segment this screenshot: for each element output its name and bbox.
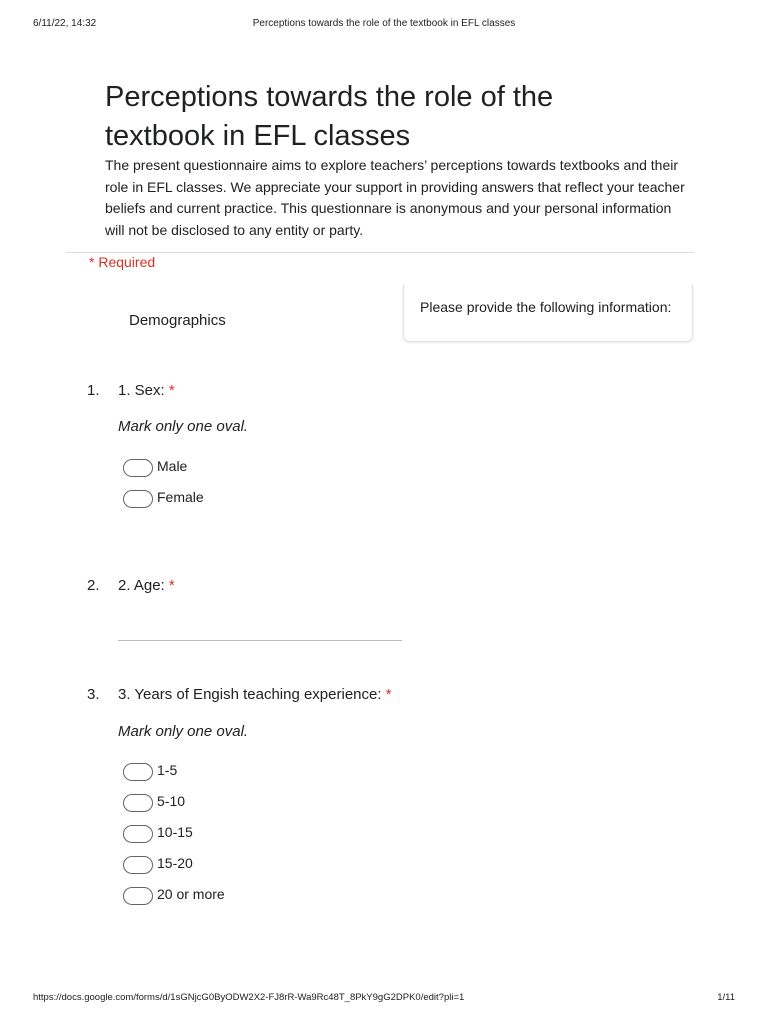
required-note: * Required [89,254,156,270]
question-1-text [118,382,175,399]
radio-oval[interactable] [123,887,153,905]
question-2-text [118,577,175,594]
question-3-label: 3. Years of Engish teaching experience: [118,686,382,703]
question-1-label: 1. Sex: [118,382,165,399]
form-title: Perceptions towards the role of the textbook in EFL classes [105,81,554,152]
form-description: The present questionnaire aims to explore teachers’ perceptions towards textbooks and their role in EFL classes. We appreciate your support in providing answers that reflect your teacher beliefs and current practice. This questionnare is anonymous and your personal information will not be disclosed to any entity or party. [105,157,685,238]
required-star: * [168,382,175,399]
radio-oval[interactable] [123,825,153,843]
section-description: Please provide the following information: [420,299,672,315]
radio-oval[interactable] [123,794,153,812]
required-star: * [385,686,392,703]
question-2-number: 2. [87,577,100,594]
option-label: 20 or more [157,886,225,902]
option-label: 15-20 [157,855,193,871]
option-label: 1-5 [157,762,178,778]
question-3-hint: Mark only one oval. [118,723,249,740]
option-label: Female [157,489,204,505]
section-title: Demographics [129,312,226,329]
required-star: * [168,577,175,594]
question-2-label: 2. Age: [118,577,165,594]
option-label: 10-15 [157,824,193,840]
section-description-card [403,285,693,342]
header-divider [66,252,694,253]
print-url: https://docs.google.com/forms/d/1sGNjcG0ByODW2X2-FJ8rR-Wa9Rc48T_8PkY9gG2DPK0/edit?pli=1 [33,992,465,1003]
radio-oval[interactable] [123,490,153,508]
option-label: Male [157,458,188,474]
print-header [0,18,768,32]
age-answer-field[interactable] [118,640,402,641]
option-label: 5-10 [157,793,186,809]
question-1-number: 1. [87,382,100,399]
radio-oval[interactable] [123,763,153,781]
question-3-number: 3. [87,686,100,703]
print-date: 6/11/22, 14:32 [33,18,97,29]
question-3-text [118,686,392,703]
print-title: Perceptions towards the role of the textbook in EFL classes [252,18,516,29]
radio-oval[interactable] [123,856,153,874]
page-number: 1/11 [717,992,735,1003]
question-1-hint: Mark only one oval. [118,418,249,435]
radio-oval[interactable] [123,459,153,477]
